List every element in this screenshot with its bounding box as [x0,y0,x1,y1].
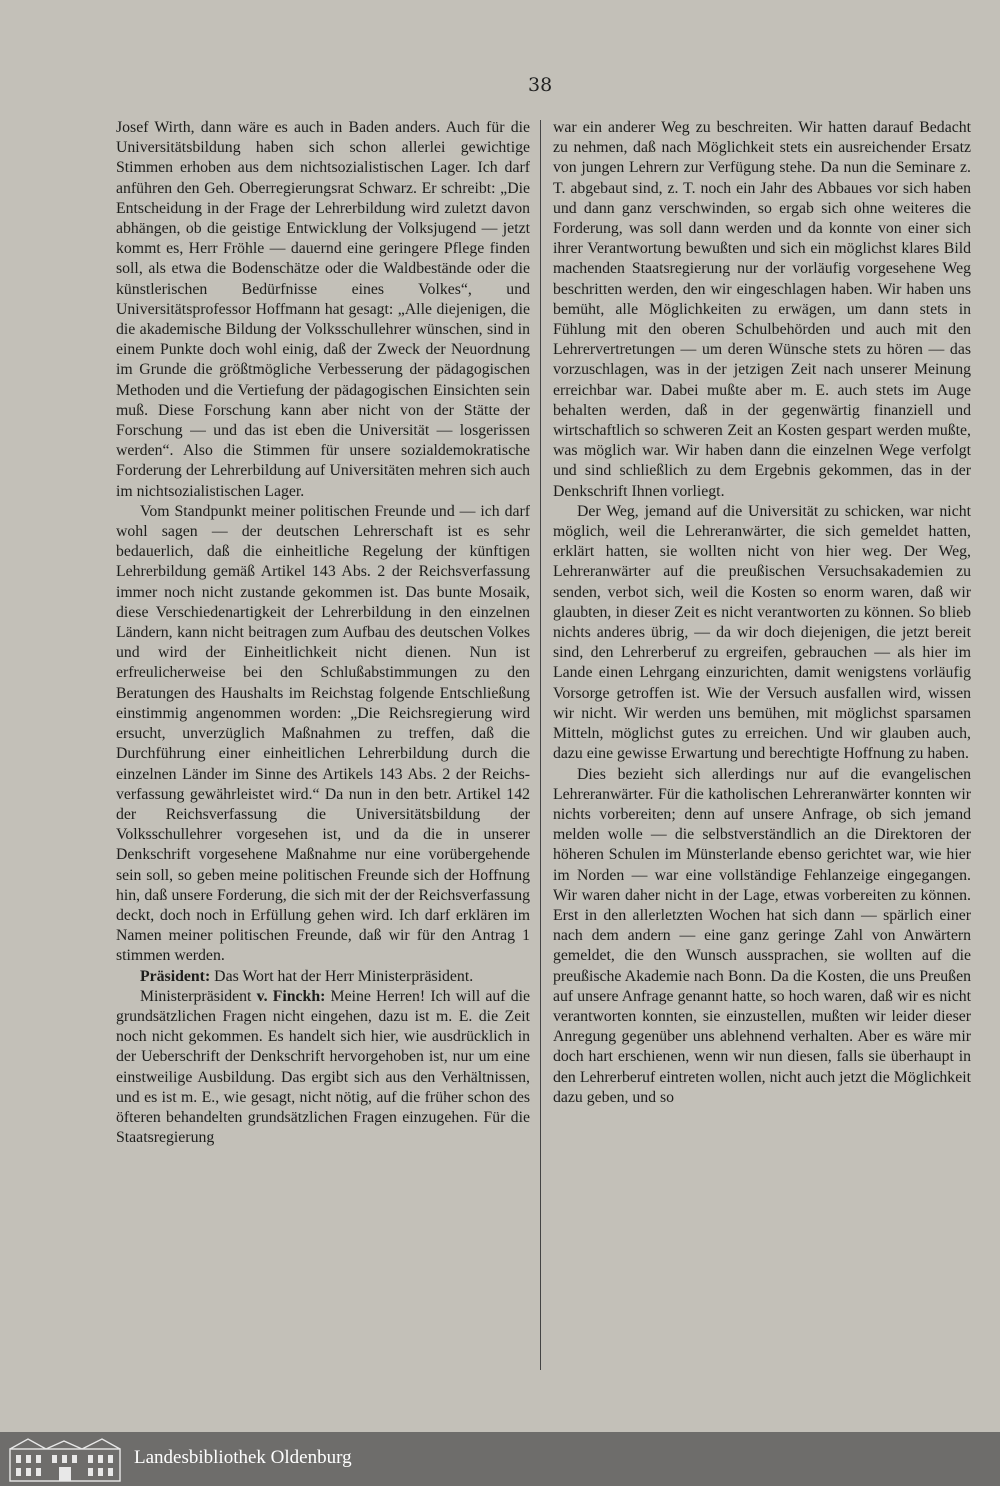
speaker-title: Ministerpräsident [140,987,252,1005]
speech-text: Meine Herren! Ich will auf die grundsätzlichen Fragen nicht eingehen, dazu ist m. E. die Zeit noch nicht gekommen. Es handelt sich hier, wie ausdrücklich in der Ueberschrift der Denkschrift hervorgehoben ist, nur um eine einstweilige Ausbildung. Das ergibt sich aus den Verhältnissen, und es ist m. E., wie gesagt, nicht nötig, auf die früher schon des öfteren behandelten grundsätzlichen Fragen einzugehen. Für die Staatsregierung [116,987,530,1147]
speaker-label: Präsident: [140,967,211,985]
paragraph: Josef Wirth, dann wäre es auch in Baden anders. Auch für die Universitätsbildung haben sich schon allerlei gewichtige Stimmen erhoben aus dem nichtsozialistischen Lager. Ich darf anführen den Geh. Oberregierungsrat Schwarz. Er schreibt: „Die Entscheidung in der Frage der Lehrerbildung wird zuletzt davon abhängen, ob die geistige Entwicklung der Volksjugend — jetzt kommt es, Herr Fröhle — dauernd eine geringere Pflege finden soll, als etwa die Bodenschätze oder die Waldbestände oder die künstlerischen Bedürfnisse eines Volkes“, und Universitätsprofessor Hoffmann hat gesagt: „Alle diejenigen, die die akademische Bildung der Volksschullehrer wünschen, sind in einem Punkte doch wohl einig, daß der Zweck der Neuordnung im Grunde die größtmögliche Verbesserung der pädagogischen Methoden und die Vertiefung der pädagogischen Einsichten sein muß. Diese Forschung kann aber nicht von der Stätte der Forschung — und das ist eben die Universität — losgerissen werden“. Also die Stimmen für unsere sozialdemokratische Forderung der Lehrerbildung auf Universitäten mehren sich auch im nichtsozialistischen Lager. [116,119,530,500]
library-name: Landesbibliothek Oldenburg [134,1447,352,1468]
library-footer-bar [0,1432,1000,1486]
paragraph: Der Weg, jemand auf die Universität zu schicken, war nicht möglich, weil die Lehreranwärter, die sich gemeldet hatten, erklärt hatten, sie wollten nicht von hier weg. Der Weg, Lehreranwärter auf die preußischen Versuchsakademien zu senden, verbot sich, weil die Kosten so enorm waren, daß wir glaubten, in dieser Zeit es nicht verantworten zu können. So blieb nichts anderes übrig, — da wir doch diejenigen, die jetzt bereit sind, den Lehrerberuf zu ergreifen, gebrauchen — als hier im Lande einen Lehrgang einzurichten, damit wenigstens vorläufig Vorsorge getroffen ist. Wie der Versuch ausfallen wird, wissen wir nicht. Wir werden uns bemühen, mit möglichst sparsamen Mitteln, möglichst gutes zu erreichen. Und wir glauben auch, dazu eine gewisse Erwartung und berechtigte Hoffnung zu haben. [553,502,971,763]
paragraph: war ein anderer Weg zu beschreiten. Wir hatten darauf Bedacht zu nehmen, daß nach Möglichkeit stets ein ausreichender Ersatz von jungen Lehrern zur Verfügung stehe. Da nun die Seminare z. T. abgebaut sind, z. T. noch ein Jahr des Abbaues vor sich haben und dann ganz verschwinden, so ergab sich ohne weiteres die Forderung, was soll dann werden und da konnte von einer sich ihrer Verantwortung bewußten und sich ein möglichst klares Bild machenden Staatsregierung nur der vorläufig vorgesehene Weg beschritten werden, den wir eingeschlagen haben. Wir haben uns bemüht, alle Möglichkeiten zu erwägen, um dann stets in Fühlung mit den oberen Schulbehörden und auch mit den Lehrervertretungen — um deren Wünsche stets zu hören — das vorzuschlagen, was in der jetzigen Zeit nach unserer Meinung erreichbar war. Dabei mußte aber m. E. auch stets im Auge behalten werden, daß in der gegenwärtig finanziell und wirtschaftlich so schweren Zeit an Kosten gespart werden mußte, was möglich war. Wir haben dann die einzelnen Wege verfolgt und sind schließlich zu dem Ergebnis gekommen, das in der Denkschrift Ihnen vorliegt. [553,119,971,500]
library-building-icon [6,1435,124,1483]
speech-text: Das Wort hat der Herr Ministerpräsident. [214,967,474,985]
left-column [116,118,530,1408]
speaker-label: v. Finckh: [256,987,326,1005]
paragraph [116,967,530,987]
column-divider [540,120,541,1370]
paragraph: Dies bezieht sich allerdings nur auf die evangelischen Lehreranwärter. Für die katholischen Lehreranwärter konnten wir nichts vorbereiten; denn auf unsere Anfrage, ob sich jemand melden wolle — die selbstverständlich an die Direktoren der höheren Schulen im Münsterlande ebenso gerichtet war, wie hier im Norden — war eine vollständige Fehlanzeige eingegangen. Wir waren daher nicht in der Lage, etwas vorbereiten zu können. Erst in den allerletzten Wochen hat sich dann — spärlich einer nach dem andern — eine ganz geringe Zahl von Anwärtern gemeldet, die den Wunsch aussprachen, sie wollten auf die preußische Akademie nach Bonn. Da die Kosten, die uns Preußen auf unsere Anfrage genannt hatte, so hoch waren, daß wir es nicht verantworten konnten, sie einzustellen, mußten wir leider dieser Anregung gegenüber uns ablehnend verhalten. Aber es wäre mir doch hart erschienen, wenn wir nun diesen, falls sie überhaupt in den Lehrerberuf eintreten wollen, nicht auch jetzt die Möglichkeit dazu geben, und so [553,765,971,1106]
right-column [553,118,971,1408]
paragraph: Vom Standpunkt meiner politischen Freunde und — ich darf wohl sagen — der deutschen Lehrerschaft ist es sehr bedauerlich, daß die einheitliche Regelung der künftigen Lehrerbildung gemäß Artikel 143 Abs. 2 der Reichsverfassung immer noch nicht zustande gekommen ist. Das bunte Mosaik, diese Verschiedenartigkeit der Lehrerbildung in den einzelnen Ländern, kann nicht beitragen zum Aufbau des deutschen Volkes und wird der Einheitlichkeit nicht dienen. Nun ist erfreulicherweise bei den Schlußabstimmungen zu den Beratungen des Haushalts im Reichstag folgende Entschließung einstimmig angenommen worden: „Die Reichsregierung wird ersucht, unverzüglich Maßnahmen zu treffen, daß die Durchführung einer einheitlichen Lehrerbildung durch die einzelnen Länder im Sinne des Artikels 143 Abs. 2 der Reichsverfassung gewährleistet wird.“ Da nun in den betr. Artikel 142 der Reichsverfassung die Universitätsbildung der Volksschullehrer vorgesehen ist, und da die in unserer Denkschrift vorgesehene Maßnahme nur eine vorübergehende sein soll, so geben meine politischen Freunde sich der Hoffnung hin, daß unsere Forderung, die sich mit der der Reichsverfassung deckt, doch noch in Erfüllung gehen wird. Ich darf erklären im Namen meiner politischen Freunde, daß wir für den Antrag 1 stimmen werden. [116,502,530,965]
page-number: 38 [528,74,553,96]
paragraph [116,987,530,1149]
